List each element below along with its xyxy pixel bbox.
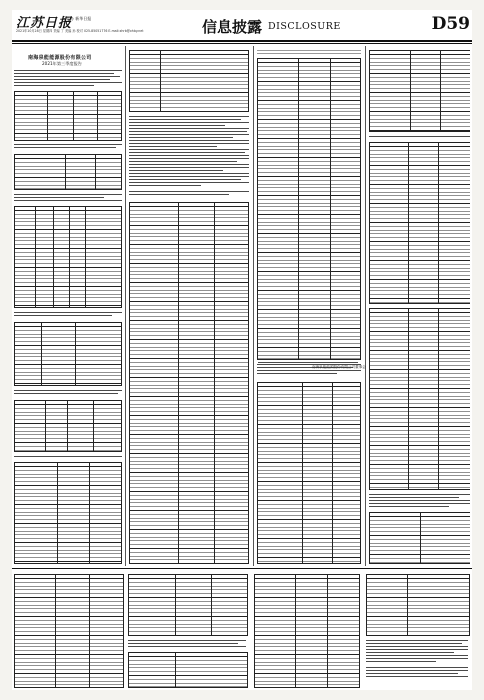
financial-table <box>14 400 122 452</box>
section-title-en: DISCLOSURE <box>268 21 341 32</box>
column-1 <box>14 46 122 566</box>
newspaper-page <box>12 10 472 690</box>
section-title-cn: 信息披露 <box>202 18 263 36</box>
financial-table <box>14 91 122 141</box>
balance-sheet-table <box>129 202 249 564</box>
notes-table <box>129 50 249 112</box>
shareholder-table <box>14 322 122 386</box>
masthead-rule <box>12 40 472 42</box>
bottom-rule <box>12 568 472 569</box>
balance-sheet-table <box>369 50 470 132</box>
bottom-table-3 <box>128 652 248 688</box>
dateline: 2021年10月28日 星期四 责编 丁 美编 孙 校对 025-85051776 E-mail:xhrb@xhby.net <box>16 29 144 33</box>
balance-sheet-table <box>369 308 470 490</box>
balance-sheet-table <box>369 142 470 304</box>
column-4 <box>369 46 470 566</box>
bottom-section <box>14 572 470 688</box>
financial-table <box>14 154 122 190</box>
company-name: 南海泉能能源股份有限公司 <box>28 55 92 61</box>
logo-subtitle: 主办 新华日报 <box>66 16 92 21</box>
page-number: D59 <box>431 14 470 34</box>
bottom-table-5 <box>366 574 470 636</box>
shareholder-table <box>14 206 122 308</box>
column-2 <box>129 46 249 566</box>
bottom-table-4 <box>254 574 360 688</box>
bottom-table-2 <box>128 574 248 636</box>
newspaper-logo: 江苏日报 <box>16 16 73 31</box>
masthead-rule-thin <box>12 43 472 44</box>
notes-table <box>369 512 470 564</box>
income-statement-table <box>257 58 361 360</box>
financial-table <box>14 462 122 564</box>
bottom-table-1 <box>14 574 124 688</box>
column-3 <box>257 46 361 566</box>
report-title: 2021年第三季度报告 <box>42 61 82 66</box>
cash-flow-table <box>257 382 361 564</box>
masthead <box>12 10 472 40</box>
signature-line: 南海泉能能源股份有限公司董事会 <box>312 365 366 369</box>
